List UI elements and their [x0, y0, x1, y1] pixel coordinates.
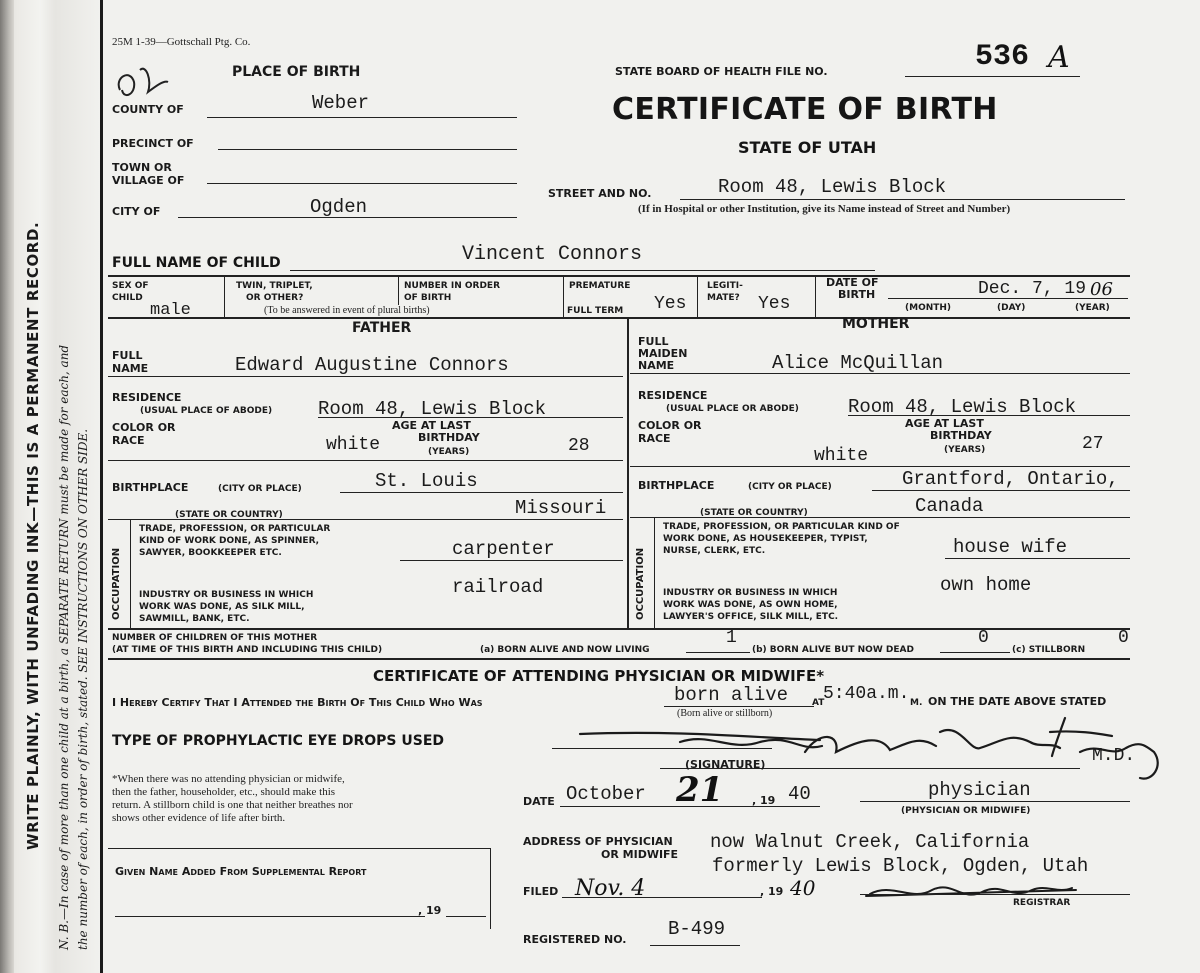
legit-value: Yes	[758, 294, 791, 314]
mother-name-value: Alice McQuillan	[772, 352, 944, 374]
father-industry-label-1: INDUSTRY OR BUSINESS IN WHICH	[139, 590, 314, 600]
order-label-2: OF BIRTH	[404, 293, 452, 303]
on-date-text: ON THE DATE ABOVE STATED	[928, 695, 1107, 708]
mother-state-line	[630, 517, 1130, 518]
precinct-line	[218, 149, 517, 150]
mother-trade-value: house wife	[953, 536, 1068, 558]
given-name-label: Given Name Added From Supplemental Report	[115, 865, 367, 878]
divider	[654, 518, 655, 628]
father-state-line	[108, 519, 623, 520]
physician-heading: CERTIFICATE OF ATTENDING PHYSICIAN OR MIDWIFE*	[373, 667, 825, 685]
given-name-line	[115, 916, 425, 917]
father-residence-value: Room 48, Lewis Block	[318, 398, 547, 420]
address-label-1: ADDRESS OF PHYSICIAN	[523, 835, 673, 848]
file-no-suffix: A	[1048, 40, 1070, 75]
town-line	[207, 183, 517, 184]
father-birthplace-line	[340, 492, 623, 493]
mother-trade-line	[945, 558, 1130, 559]
divider	[224, 277, 225, 317]
file-no-line	[905, 76, 1080, 77]
mother-abode-label: (USUAL PLACE OR ABODE)	[666, 404, 799, 414]
town-label-2: VILLAGE OF	[112, 174, 185, 187]
filed-19: , 19	[760, 885, 784, 898]
section-rule-2	[108, 317, 1130, 319]
handwritten-initials	[112, 60, 172, 104]
filed-value: Nov. 4	[575, 876, 646, 901]
address-value-1: now Walnut Creek, California	[710, 831, 1030, 853]
sex-label-2: CHILD	[112, 293, 143, 303]
mother-color-value: white	[814, 446, 869, 466]
mother-birthplace-country: Canada	[915, 495, 984, 517]
county-label: COUNTY OF	[112, 103, 184, 116]
father-occupation-side-label: OCCUPATION	[111, 547, 122, 620]
mother-industry-label-1: INDUSTRY OR BUSINESS IN WHICH	[663, 588, 838, 598]
divider	[398, 277, 399, 305]
fullterm-label: FULL TERM	[567, 306, 624, 316]
registrar-line	[860, 894, 1130, 895]
plural-note: (To be answered in event of plural births)	[264, 305, 430, 316]
mother-birthplace-label: BIRTHPLACE	[638, 479, 715, 492]
father-trade-line	[400, 560, 623, 561]
mother-trade-label-2: WORK DONE, AS HOUSEKEEPER, TYPIST,	[663, 534, 868, 544]
mother-color-line	[630, 466, 1130, 467]
father-age-value: 28	[568, 436, 590, 456]
father-trade-label-1: TRADE, PROFESSION, OR PARTICULAR	[139, 524, 331, 534]
printer-line: 25M 1-39—Gottschall Ptg. Co.	[112, 36, 251, 48]
given-year-line	[446, 916, 486, 917]
children-b-label: (b) BORN ALIVE BUT NOW DEAD	[752, 645, 914, 655]
children-b-line	[940, 652, 1010, 653]
father-color-label-1: COLOR OR	[112, 421, 176, 434]
registered-no-label: REGISTERED NO.	[523, 933, 627, 946]
role-line	[860, 801, 1130, 802]
eye-drops-label: TYPE OF PROPHYLACTIC EYE DROPS USED	[112, 733, 445, 749]
father-name-label: NAME	[112, 362, 149, 375]
torn-edge	[0, 0, 14, 973]
father-age-label-3: (YEARS)	[428, 447, 470, 457]
at-label: AT	[812, 698, 825, 708]
divider	[697, 277, 698, 317]
md-label: M.D.	[1092, 746, 1136, 766]
legit-label-1: LEGITI-	[707, 281, 743, 291]
mother-maiden-label: MAIDEN	[638, 347, 688, 360]
children-c-value: 0	[1118, 628, 1129, 648]
father-abode-label: (USUAL PLACE OF ABODE)	[140, 406, 273, 416]
left-border	[100, 0, 103, 973]
precinct-label: PRECINCT OF	[112, 137, 194, 150]
sex-value: male	[150, 301, 191, 320]
mother-trade-label-1: TRADE, PROFESSION, OR PARTICULAR KIND OF	[663, 522, 900, 532]
role-value: physician	[928, 779, 1031, 801]
date-19: , 19	[752, 794, 776, 807]
father-birthplace-city: St. Louis	[375, 470, 478, 492]
m-label: M.	[910, 698, 923, 708]
father-trade-label-2: KIND OF WORK DONE, AS SPINNER,	[139, 536, 320, 546]
state-heading: STATE OF UTAH	[738, 138, 877, 157]
twin-label-2: OR OTHER?	[246, 293, 304, 303]
mother-state-or-country: (STATE OR COUNTRY)	[700, 508, 808, 518]
registered-line	[650, 945, 740, 946]
father-state-or-country: (STATE OR COUNTRY)	[175, 510, 283, 520]
father-name-value: Edward Augustine Connors	[235, 354, 509, 376]
children-label-1: NUMBER OF CHILDREN OF THIS MOTHER	[112, 633, 318, 643]
column-divider	[627, 318, 629, 630]
divider	[130, 520, 131, 628]
street-line	[680, 199, 1125, 200]
section-rule-4	[108, 658, 1130, 660]
father-industry-value: railroad	[452, 576, 544, 598]
father-full-label: FULL	[112, 349, 143, 362]
sex-label-1: SEX OF	[112, 281, 149, 291]
mother-industry-value: own home	[940, 574, 1032, 596]
city-label: CITY OF	[112, 205, 161, 218]
physician-signature	[560, 712, 1180, 792]
month-label: (MONTH)	[905, 303, 952, 313]
father-age-label-1: AGE AT LAST	[392, 419, 471, 432]
nb-notice-line2: the number of each, in order of birth, stated. SEE INSTRUCTIONS ON OTHER SIDE.	[76, 428, 90, 950]
mother-residence-line	[848, 415, 1130, 416]
address-value-2: formerly Lewis Block, Ogden, Utah	[712, 855, 1089, 877]
father-birthplace-state: Missouri	[515, 497, 607, 519]
mother-age-label-1: AGE AT LAST	[905, 417, 984, 430]
divider	[563, 277, 564, 317]
father-trade-value: carpenter	[452, 538, 555, 560]
date-of-birth-year: 06	[1090, 279, 1113, 300]
mother-color-label-1: COLOR OR	[638, 419, 702, 432]
mother-name-label: NAME	[638, 359, 675, 372]
child-name-label: FULL NAME OF CHILD	[112, 255, 281, 271]
premature-label: PREMATURE	[569, 281, 631, 291]
nb-notice-line1: N. B.—In case of more than one child at a birth, a SEPARATE RETURN must be made for each, and	[57, 344, 71, 950]
mother-age-label-3: (YEARS)	[944, 445, 986, 455]
mother-birthplace-line	[872, 490, 1130, 491]
date-of-birth-label-2: BIRTH	[838, 288, 876, 301]
legit-label-2: MATE?	[707, 293, 740, 303]
father-trade-label-3: SAWYER, BOOKKEEPER ETC.	[139, 548, 282, 558]
certificate-title: CERTIFICATE OF BIRTH	[612, 92, 998, 127]
file-no-label: STATE BOARD OF HEALTH FILE NO.	[615, 65, 828, 78]
section-rule-1	[108, 275, 1130, 277]
physician-note-4: shows other evidence of life after birth.	[112, 812, 286, 824]
date-year: 40	[788, 783, 811, 805]
mother-city-or-place: (CITY OR PLACE)	[748, 482, 832, 492]
children-a-value: 1	[726, 628, 737, 648]
mother-age-label-2: BIRTHDAY	[930, 429, 992, 442]
street-label: STREET AND NO.	[548, 187, 652, 200]
mother-occupation-side-label: OCCUPATION	[635, 547, 646, 620]
day-label: (DAY)	[997, 303, 1026, 313]
mother-heading: MOTHER	[842, 316, 910, 332]
year-label: (YEAR)	[1075, 303, 1110, 313]
mother-residence-value: Room 48, Lewis Block	[848, 396, 1077, 418]
children-c-label: (c) STILLBORN	[1012, 645, 1086, 655]
physician-note-1: *When there was no attending physician or midwife,	[112, 773, 345, 785]
father-industry-label-3: SAWMILL, BANK, ETC.	[139, 614, 250, 624]
mother-trade-label-3: NURSE, CLERK, ETC.	[663, 546, 766, 556]
registrar-label: REGISTRAR	[1013, 898, 1071, 908]
certify-text: I Hereby Certify That I Attended the Birth Of This Child Who Was	[112, 696, 483, 709]
mother-residence-label: RESIDENCE	[638, 389, 708, 402]
place-of-birth-heading: PLACE OF BIRTH	[232, 64, 361, 80]
date-of-birth-label-1: DATE OF	[826, 276, 879, 289]
children-a-label: (a) BORN ALIVE AND NOW LIVING	[480, 645, 650, 655]
father-name-line	[108, 376, 623, 377]
mother-industry-label-3: LAWYER'S OFFICE, SILK MILL, ETC.	[663, 612, 839, 622]
fullterm-value: Yes	[654, 294, 687, 314]
physician-note-3: return. A stillborn child is one that neither breathes nor	[112, 799, 353, 811]
date-label: DATE	[523, 795, 555, 808]
children-label-2: (AT TIME OF THIS BIRTH AND INCLUDING THIS CHILD)	[112, 645, 383, 655]
filed-year: 40	[790, 876, 816, 900]
section-rule-3	[108, 628, 1130, 630]
given-name-19: , 19	[418, 904, 442, 917]
mother-color-label-2: RACE	[638, 432, 671, 445]
street-value: Room 48, Lewis Block	[718, 176, 947, 198]
time-value: 5:40a.m.	[823, 684, 910, 704]
physician-note-2: then the father, householder, etc., should make this	[112, 786, 336, 798]
role-label: (PHYSICIAN OR MIDWIFE)	[901, 806, 1031, 816]
certify-line	[664, 706, 814, 707]
date-day: 21	[676, 770, 724, 810]
born-alive-note: (Born alive or stillborn)	[677, 708, 773, 719]
mother-full-label: FULL	[638, 335, 669, 348]
children-a-line	[686, 652, 750, 653]
children-b-value: 0	[978, 628, 989, 648]
filed-label: FILED	[523, 885, 559, 898]
signature-label: (SIGNATURE)	[685, 758, 766, 771]
file-no-value: 536	[975, 40, 1030, 74]
father-age-label-2: BIRTHDAY	[418, 431, 480, 444]
child-name-line	[290, 270, 875, 271]
write-plainly-notice: WRITE PLAINLY, WITH UNFADING INK—THIS IS A PERMANENT RECORD.	[24, 221, 42, 850]
father-city-or-place: (CITY OR PLACE)	[218, 484, 302, 494]
date-value: October	[566, 783, 646, 805]
county-value: Weber	[312, 92, 370, 114]
father-residence-label: RESIDENCE	[112, 391, 182, 404]
town-label-1: TOWN OR	[112, 161, 172, 174]
address-label-2: OR MIDWIFE	[601, 848, 679, 861]
father-residence-line	[318, 417, 623, 418]
order-label-1: NUMBER IN ORDER	[404, 281, 501, 291]
certify-value: born alive	[674, 684, 789, 706]
mother-birthplace-city: Grantford, Ontario,	[902, 468, 1119, 490]
father-heading: FATHER	[352, 320, 412, 336]
date-of-birth-value: Dec. 7, 19	[978, 279, 1087, 299]
father-industry-label-2: WORK WAS DONE, AS SILK MILL,	[139, 602, 305, 612]
mother-industry-label-2: WORK WAS DONE, AS OWN HOME,	[663, 600, 838, 610]
street-note: (If in Hospital or other Institution, give its Name instead of Street and Number)	[638, 203, 1011, 215]
father-color-value: white	[326, 435, 381, 455]
mother-age-value: 27	[1082, 434, 1104, 454]
child-name-value: Vincent Connors	[462, 243, 643, 266]
registered-no-value: B-499	[668, 918, 726, 940]
divider	[815, 277, 816, 317]
twin-label-1: TWIN, TRIPLET,	[236, 281, 313, 291]
mother-name-line	[630, 373, 1130, 374]
county-line	[207, 117, 517, 118]
father-color-label-2: RACE	[112, 434, 145, 447]
father-birthplace-label: BIRTHPLACE	[112, 481, 189, 494]
city-value: Ogden	[310, 196, 368, 218]
father-color-line	[108, 460, 623, 461]
